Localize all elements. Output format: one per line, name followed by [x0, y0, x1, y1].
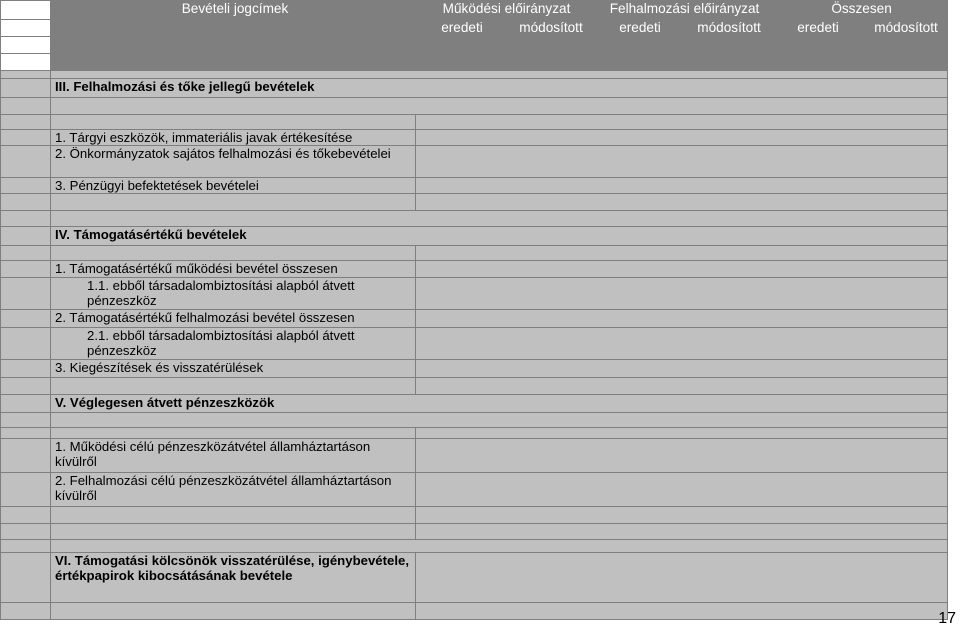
rownum-cell	[1, 1, 51, 20]
table-row-label: 2. Önkormányzatok sajátos felhalmozási és tőkebevételei	[51, 146, 416, 178]
header-group-felhalmozasi: Felhalmozási előirányzat	[594, 1, 772, 20]
header-sub-modositott: módosított	[861, 20, 948, 71]
table-row-label: 3. Pénzügyi befektetések bevételei	[51, 178, 416, 194]
table-row-label: 1.1. ebből társadalombiztosítási alapból átvett pénzeszköz	[51, 278, 416, 310]
header-sub-eredeti: eredeti	[772, 20, 861, 71]
page-number: 17	[938, 610, 956, 627]
header-title: Bevételi jogcímek	[51, 1, 416, 71]
table-row-label: 2.1. ebből társadalombiztosítási alapból átvett pénzeszköz	[51, 328, 416, 360]
section-heading: IV. Támogatásértékű bevételek	[51, 227, 948, 246]
header-sub-eredeti: eredeti	[416, 20, 505, 71]
table-row-label: 1. Tárgyi eszközök, immateriális javak értékesítése	[51, 130, 416, 146]
header-group-osszesen: Összesen	[772, 1, 948, 20]
table-row-label: 2. Támogatásértékű felhalmozási bevétel összesen	[51, 310, 416, 328]
table-row-label: 1. Működési célú pénzeszközátvétel államháztartáson kívülről	[51, 439, 416, 473]
table-row-label: 2. Felhalmozási célú pénzeszközátvétel államháztartáson kívülről	[51, 473, 416, 507]
header-sub-modositott: módosított	[505, 20, 594, 71]
header-sub-eredeti: eredeti	[594, 20, 683, 71]
section-heading: V. Véglegesen átvett pénzeszközök	[51, 395, 948, 413]
section-heading: VI. Támogatási kölcsönök visszatérülése, igénybevétele, értékpapirok kibocsátásának bevétele	[51, 553, 416, 603]
table-row-label: 3. Kiegészítések és visszatérülések	[51, 360, 416, 378]
header-sub-modositott: módosított	[683, 20, 772, 71]
section-heading: III. Felhalmozási és tőke jellegű bevételek	[51, 79, 948, 98]
header-group-mukodesi: Működési előirányzat	[416, 1, 594, 20]
table-row-label: 1. Támogatásértékű működési bevétel összesen	[51, 261, 416, 278]
